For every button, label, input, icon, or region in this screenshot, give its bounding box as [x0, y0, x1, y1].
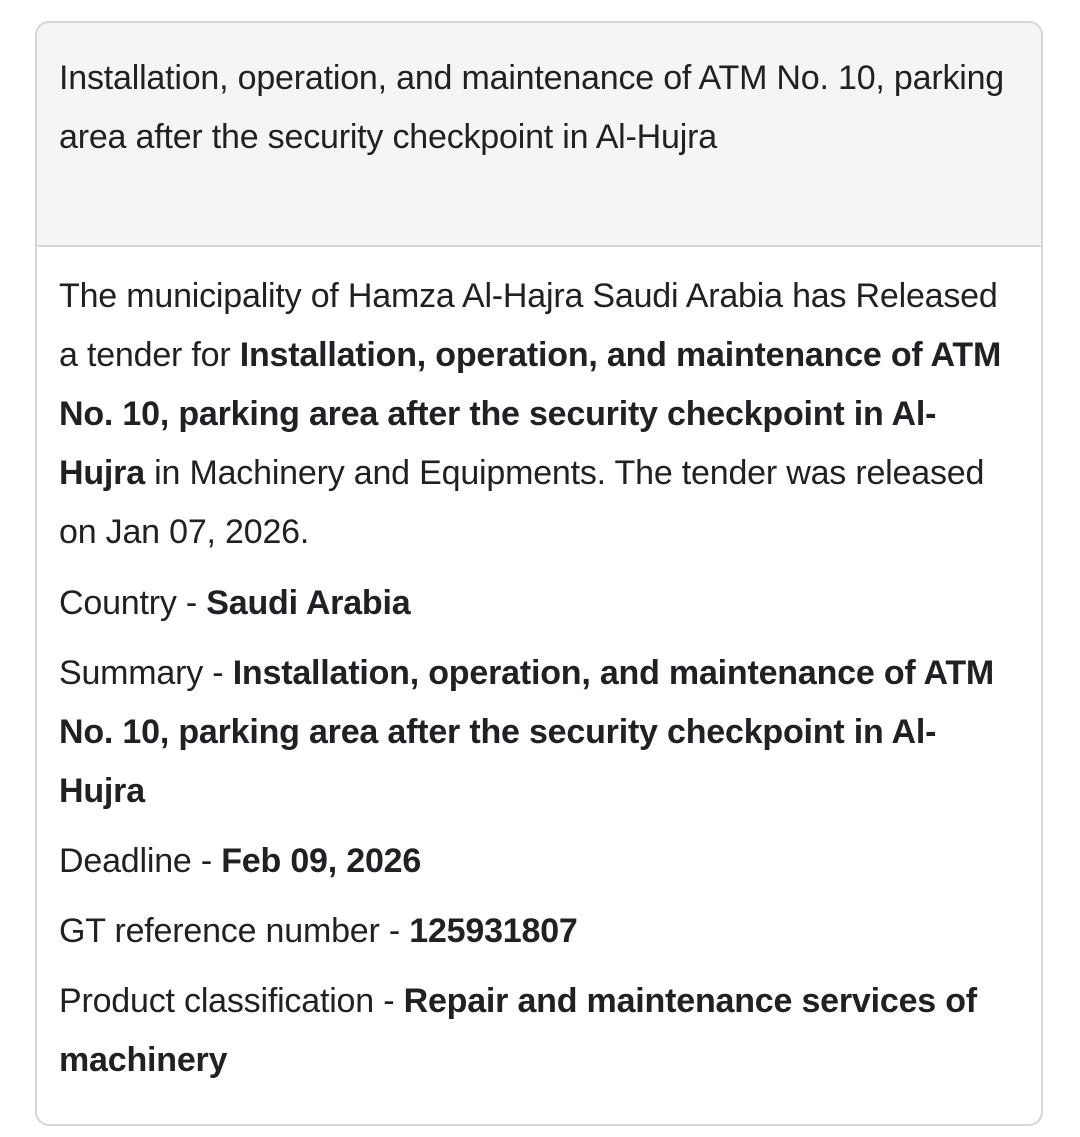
tender-card: [35, 21, 1043, 1126]
field-gt-reference-number: [59, 902, 1019, 961]
field-label: Deadline -: [59, 842, 222, 880]
description-suffix: in Machinery and Equipments. The tender was released on Jan 07, 2026.: [59, 454, 985, 551]
tender-card-body: [37, 247, 1041, 1121]
field-value: 125931807: [409, 912, 578, 950]
field-value: Repair and maintenance services of machinery: [59, 982, 977, 1079]
field-label: Summary -: [59, 654, 233, 692]
tender-card-header: [37, 23, 1041, 247]
field-label: GT reference number -: [59, 912, 410, 950]
field-label: Country -: [59, 584, 207, 622]
field-country: [59, 574, 1019, 633]
field-value: Saudi Arabia: [206, 584, 411, 622]
field-summary: [59, 644, 1019, 821]
field-label: Product classification -: [59, 982, 404, 1020]
tender-title: Installation, operation, and maintenance of ATM No. 10, parking area after the security checkpoint in Al-Hujra: [59, 59, 1005, 156]
field-value: Feb 09, 2026: [221, 842, 422, 880]
field-product-classification: [59, 972, 1019, 1090]
field-deadline: [59, 832, 1019, 891]
field-value: Installation, operation, and maintenance of ATM No. 10, parking area after the security checkpoint in Al-Hujra: [59, 654, 995, 810]
tender-description: [59, 267, 1019, 562]
description-prefix: The municipality of Hamza Al-Hajra Saudi Arabia has Released a tender for: [59, 277, 998, 374]
description-tender-title: Installation, operation, and maintenance of ATM No. 10, parking area after the security checkpoint in Al-Hujra: [59, 336, 1002, 492]
